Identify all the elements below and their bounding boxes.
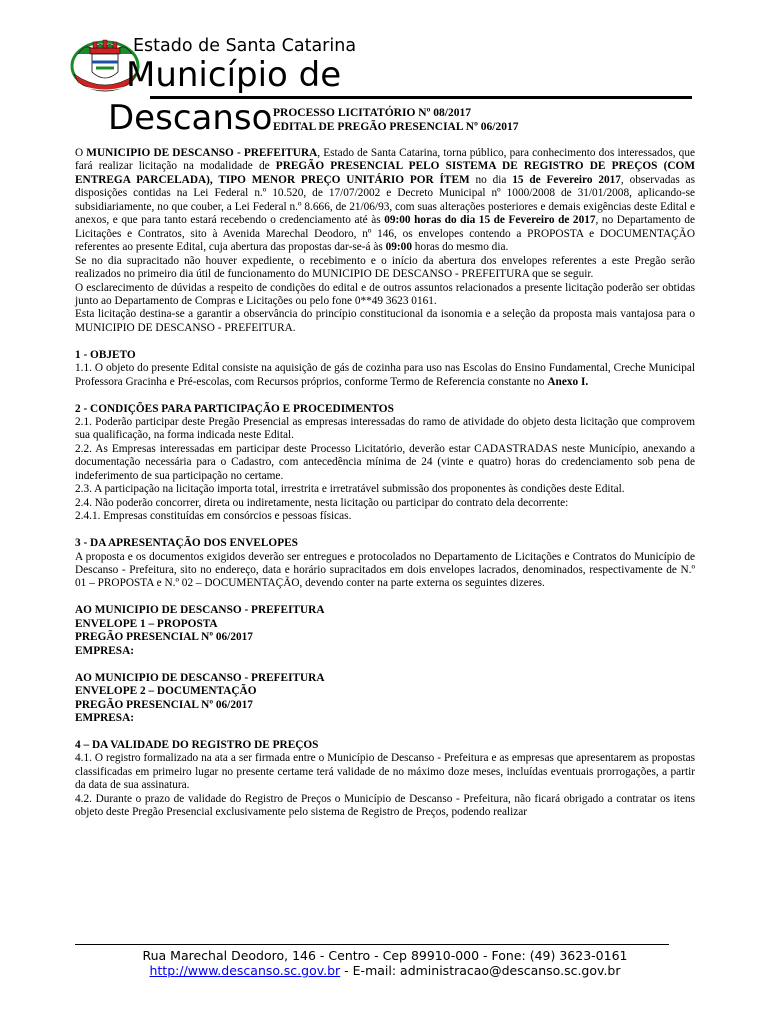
section-4-item: 4.1. O registro formalizado na ata a ser firmada entre o Município de Descanso - Prefeitura e as empresas que apresentarem as propostas classificadas em primeiro lugar no presente certame terá validade de no máximo doze meses, incluídas eventuais prorrogações, a partir da data de sua assinatura. [75,752,695,792]
edital-number: EDITAL DE PREGÃO PRESENCIAL Nº 06/2017 [273,121,519,133]
municipality-title: Município de [126,55,342,95]
intro-paragraph: O MUNICIPIO DE DESCANSO - PREFEITURA, Estado de Santa Catarina, torna público, para conhecimento dos interessados, que fará realizar licitação na modalidade de PREGÃO PRESENCIAL PELO SISTEMA DE REGISTRO DE PREÇOS (COM ENTREGA PARCELADA), TIPO MENOR PREÇO UNITÁRIO POR ÍTEM no dia 15 de Fevereiro 2017, observadas as disposições contidas na Lei Federal n.º 10.520, de 17/07/2002 e Decreto Municipal nº 1000/2008 de 31/01/2008, aplicando-se subsidiariamente, no que couber, a Lei Federal n.º 8.666, de 21/06/93, com suas alterações posteriores e demais exigências deste Edital e anexos, e que para tanto estará recebendo o credenciamento até às 09:00 horas do dia 15 de Fevereiro de 2017, no Departamento de Licitações e Contratos, sito à Avenida Marechal Deodoro, nº 146, os envelopes contendo a PROPOSTA e DOCUMENTAÇÃO referentes ao presente Edital, cuja abertura das propostas dar-se-á às 09:00 horas do mesmo dia. [75,147,695,254]
footer-contact [0,963,770,978]
section-2-item: 2.4.1. Empresas constituídas em consórcios e pessoas físicas. [75,510,352,523]
envelope-1-label: AO MUNICIPIO DE DESCANSO - PREFEITURA ENVELOPE 1 – PROPOSTA PREGÃO PRESENCIAL Nº 06/2017 EMPRESA: [75,604,325,657]
intro-paragraph-2: Se no dia supracitado não houver expediente, o recebimento e o início da abertura dos envelopes referentes a este Pregão serão realizados no primeiro dia útil de funcionamento do MUNICIPIO DE DESCANSO - PREFEITURA que se seguir. [75,254,695,281]
section-2-item: 2.2. As Empresas interessadas em participar deste Processo Licitatório, deverão estar CADASTRADAS neste Município, anexando a documentação necessária para o Cadastro, com antecedência mínima de 24 (vinte e quatro) horas do credenciamento sob pena de indeferimento de sua participação no certame. [75,442,695,482]
website-link[interactable]: http://www.descanso.sc.gov.br [149,963,341,978]
section-1-paragraph: 1.1. O objeto do presente Edital consiste na aquisição de gás de cozinha para uso nas Escolas do Ensino Fundamental, Creche Municipal Professora Gracinha e Pré-escolas, com Recursos próprios, conforme Termo de Referencia constante no Anexo I. [75,362,695,388]
process-heading [273,106,518,134]
section-2-title: 2 - CONDIÇÕES PARA PARTICIPAÇÃO E PROCEDIMENTOS [75,402,394,415]
footer-address: Rua Marechal Deodoro, 146 - Centro - Cep 89910-000 - Fone: (49) 3623-0161 [142,948,628,963]
envelope-2-label: AO MUNICIPIO DE DESCANSO - PREFEITURA ENVELOPE 2 – DOCUMENTAÇÃO PREGÃO PRESENCIAL Nº 06/2017 EMPRESA: [75,671,325,724]
state-name: Estado de Santa Catarina [133,36,357,56]
section-3-paragraph: A proposta e os documentos exigidos deverão ser entregues e protocolados no Departamento de Licitações e Contratos do Município de Descanso - Prefeitura, sito no endereço, data e horário supracitados em dois envelopes lacrados, denominados, respectivamente de N.º 01 – PROPOSTA e N.º 02 – DOCUMENTAÇÃO, devendo conter na parte externa os seguintes dizeres. [75,550,695,590]
municipality-name: Descanso [108,98,273,138]
section-4-title: 4 – DA VALIDADE DO REGISTRO DE PREÇOS [75,738,319,751]
intro-paragraph-3: O esclarecimento de dúvidas a respeito de condições do edital e de outros assuntos relacionados a presente licitação poderão ser obtidas junto ao Departamento de Compras e Licitações ou pelo fone 0**49 3623 0161. [75,281,695,307]
process-number: PROCESSO LICITATÓRIO Nº 08/2017 [273,107,471,119]
section-2-item: 2.3. A participação na licitação importa total, irrestrita e irretratável submissão dos proponentes às condições deste Edital. [75,483,625,496]
intro-paragraph-4: Esta licitação destina-se a garantir a observância do princípio constitucional da isonomia e a seleção da proposta mais vantajosa para o MUNICIPIO DE DESCANSO - PREFEITURA. [75,308,695,334]
section-1-title: 1 - OBJETO [75,348,136,361]
footer-email: - E-mail: administracao@descanso.sc.gov.br [340,963,621,978]
footer-divider [75,944,669,945]
section-4-item: 4.2. Durante o prazo de validade do Registro de Preços o Município de Descanso - Prefeitura, não ficará obrigado a contratar os itens objeto deste Pregão Presencial exclusivamente pelo sistema de Registro de Preços, podendo realizar [75,792,695,819]
section-3-title: 3 - DA APRESENTAÇÃO DOS ENVELOPES [75,537,298,550]
section-2-item: 2.4. Não poderão concorrer, direta ou indiretamente, nesta licitação ou participar do contrato dela decorrente: [75,496,569,509]
document-body [75,147,695,820]
section-2-item: 2.1. Poderão participar deste Pregão Presencial as empresas interessadas do ramo de atividade do objeto desta licitação que comprovem sua qualificação, na forma indicada neste Edital. [75,416,695,442]
